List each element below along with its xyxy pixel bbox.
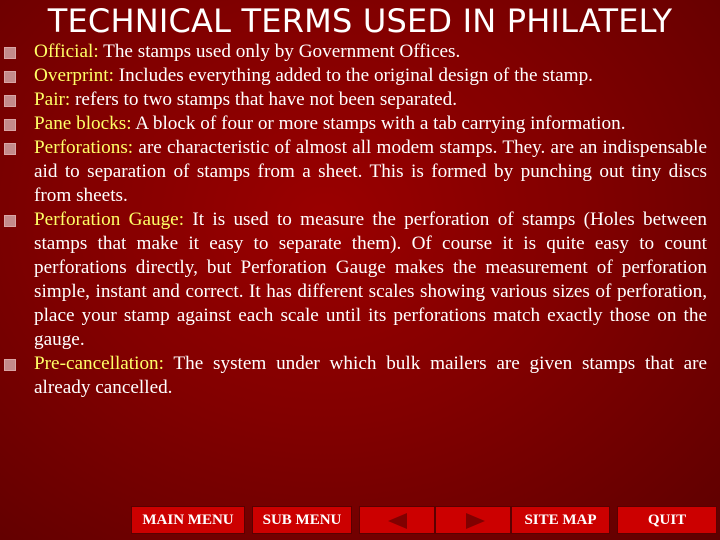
right-arrow-icon [466, 513, 485, 529]
term-definition: A block of four or more stamps with a tab carrying information. [131, 113, 626, 134]
term-definition: It is used to measure the perforation of stamps (Holes between stamps that make it easy to separate them). Of course it is quite easy to count perforations directly, but Perforation Gauge makes the measurement of perforation simple, instant and correct. It has different scales showing various sizes of perforation, place your stamp against each scale until its perforations match exactly those on the gauge. [34, 209, 707, 350]
previous-button[interactable] [359, 506, 435, 534]
square-bullet-icon [4, 359, 16, 371]
list-item [4, 352, 707, 400]
term-label: Overprint: [34, 65, 114, 86]
term-label: Perforations: [34, 137, 134, 158]
sub-menu-button[interactable]: SUB MENU [252, 506, 352, 534]
square-bullet-icon [4, 71, 16, 83]
main-menu-button[interactable]: MAIN MENU [131, 506, 245, 534]
term-label: Pair: [34, 89, 71, 110]
term-definition: refers to two stamps that have not been separated. [70, 89, 458, 110]
quit-button[interactable]: QUIT [617, 506, 717, 534]
square-bullet-icon [4, 47, 16, 59]
list-item [4, 208, 707, 352]
term-label: Official: [34, 41, 99, 62]
navigation-bar [0, 506, 720, 534]
next-button[interactable] [435, 506, 511, 534]
term-definition: Includes everything added to the original design of the stamp. [113, 65, 593, 86]
term-label: Pre-cancellation: [34, 353, 164, 374]
term-definition: The system under which bulk mailers are given stamps that are already cancelled. [34, 353, 707, 398]
list-item [4, 40, 707, 64]
list-item [4, 64, 707, 88]
term-definition: The stamps used only by Government Offices. [98, 41, 461, 62]
terms-list [4, 40, 707, 400]
site-map-button[interactable]: SITE MAP [511, 506, 610, 534]
left-arrow-icon [388, 513, 407, 529]
square-bullet-icon [4, 119, 16, 131]
term-label: Pane blocks: [34, 113, 132, 134]
list-item [4, 112, 707, 136]
list-item [4, 136, 707, 208]
slide-title: TECHNICAL TERMS USED IN PHILATELY [47, 2, 673, 40]
square-bullet-icon [4, 215, 16, 227]
list-item [4, 88, 707, 112]
term-label: Perforation Gauge: [34, 209, 185, 230]
square-bullet-icon [4, 95, 16, 107]
square-bullet-icon [4, 143, 16, 155]
term-definition: are characteristic of almost all modem stamps. They. are an indispensable aid to separation of stamps from a sheet. This is formed by punching out tiny discs from sheets. [34, 137, 707, 206]
